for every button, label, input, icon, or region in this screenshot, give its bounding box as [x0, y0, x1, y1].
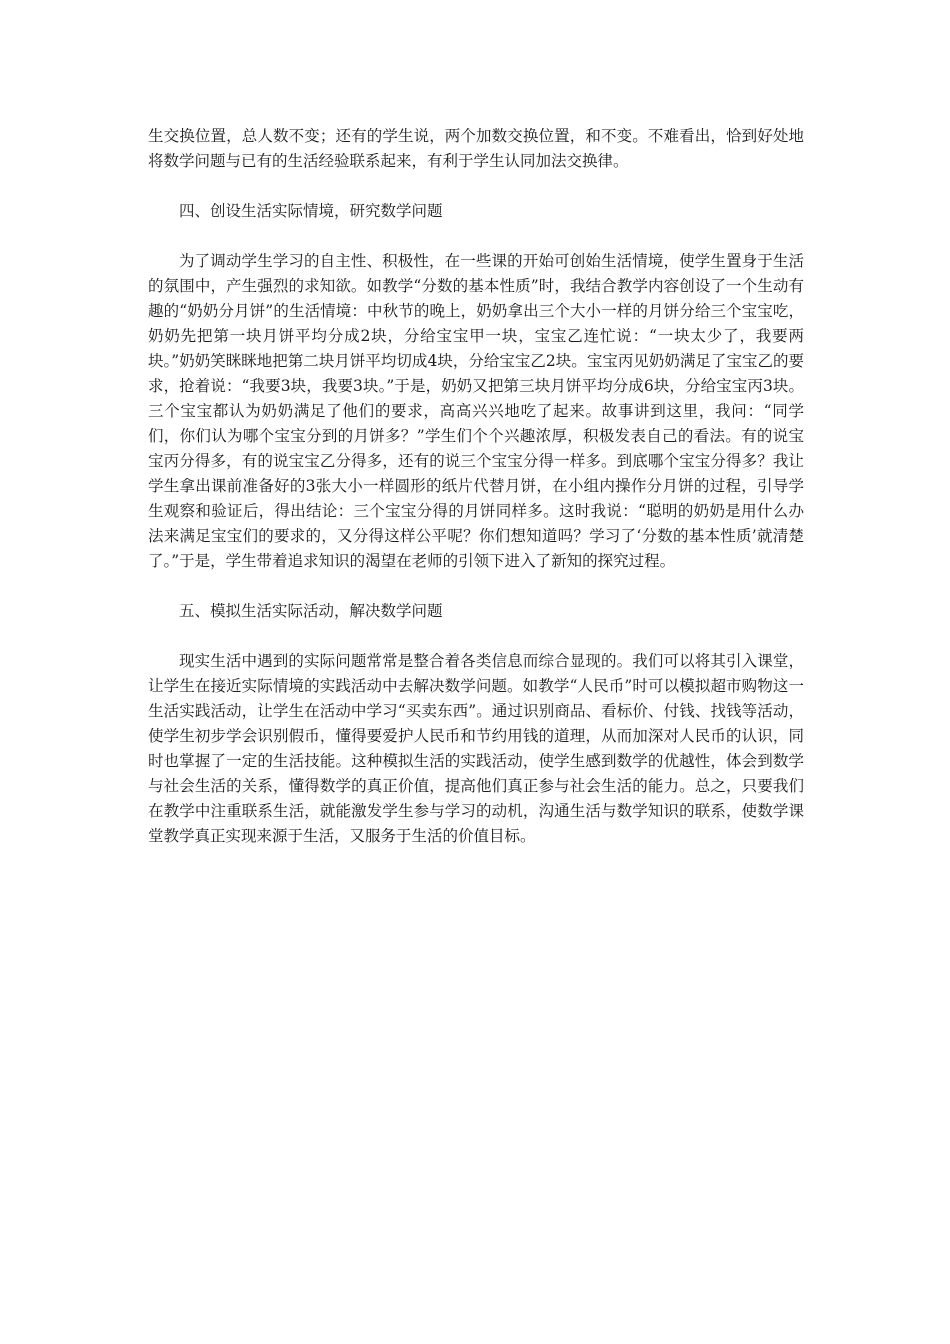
section-heading-5: 五、模拟生活实际活动，解决数学问题	[179, 602, 443, 620]
section-heading-4: 四、创设生活实际情境，研究数学问题	[179, 202, 443, 220]
paragraph-section-4: 为了调动学生学习的自主性、积极性，在一些课的开始可创始生活情境，使学生置身于生活的氛围中，产生强烈的求知欲。如教学“分数的基本性质”时，我结合教学内容创设了一个生动有趣的“奶奶分月饼”的生活情境：中秋节的晚上，奶奶拿出三个大小一样的月饼分给三个宝宝吃，奶奶先把第一块月饼平均分成2块，分给宝宝甲一块，宝宝乙连忙说：“一块太少了，我要两块。”奶奶笑眯眯地把第二块月饼平均切成4块，分给宝宝乙2块。宝宝丙见奶奶满足了宝宝乙的要求，抢着说：“我要3块，我要3块。”于是，奶奶又把第三块月饼平均分成6块，分给宝宝丙3块。三个宝宝都认为奶奶满足了他们的要求，高高兴兴地吃了起来。故事讲到这里，我问：“同学们，你们认为哪个宝宝分到的月饼多？”学生们个个兴趣浓厚，积极发表自己的看法。有的说宝宝丙分得多，有的说宝宝乙分得多，还有的说三个宝宝分得一样多。到底哪个宝宝分得多？我让学生拿出课前准备好的3张大小一样圆形的纸片代替月饼，在小组内操作分月饼的过程，引导学生观察和验证后，得出结论：三个宝宝分得的月饼同样多。这时我说：“聪明的奶奶是用什么办法来满足宝宝们的要求的，又分得这样公平呢？你们想知道吗？学习了‘分数的基本性质’就清楚了。”于是，学生带着追求知识的渴望在老师的引领下进入了新知的探究过程。	[148, 252, 804, 570]
continuation-paragraph: 生交换位置，总人数不变；还有的学生说，两个加数交换位置，和不变。不难看出，恰到好处地将数学问题与已有的生活经验联系起来，有利于学生认同加法交换律。	[148, 127, 804, 170]
document-body	[148, 124, 804, 849]
paragraph-section-5: 现实生活中遇到的实际问题常常是整合着各类信息而综合显现的。我们可以将其引入课堂，让学生在接近实际情境的实践活动中去解决数学问题。如教学“人民币”时可以模拟超市购物这一生活实践活动，让学生在活动中学习“买卖东西”。通过识别商品、看标价、付钱、找钱等活动，使学生初步学会识别假币，懂得要爱护人民币和节约用钱的道理，从而加深对人民币的认识，同时也掌握了一定的生活技能。这种模拟生活的实践活动，使学生感到数学的优越性，体会到数学与社会生活的关系，懂得数学的真正价值，提高他们真正参与社会生活的能力。总之，只要我们在教学中注重联系生活，就能激发学生参与学习的动机，沟通生活与数学知识的联系，使数学课堂教学真正实现来源于生活，又服务于生活的价值目标。	[148, 652, 804, 845]
